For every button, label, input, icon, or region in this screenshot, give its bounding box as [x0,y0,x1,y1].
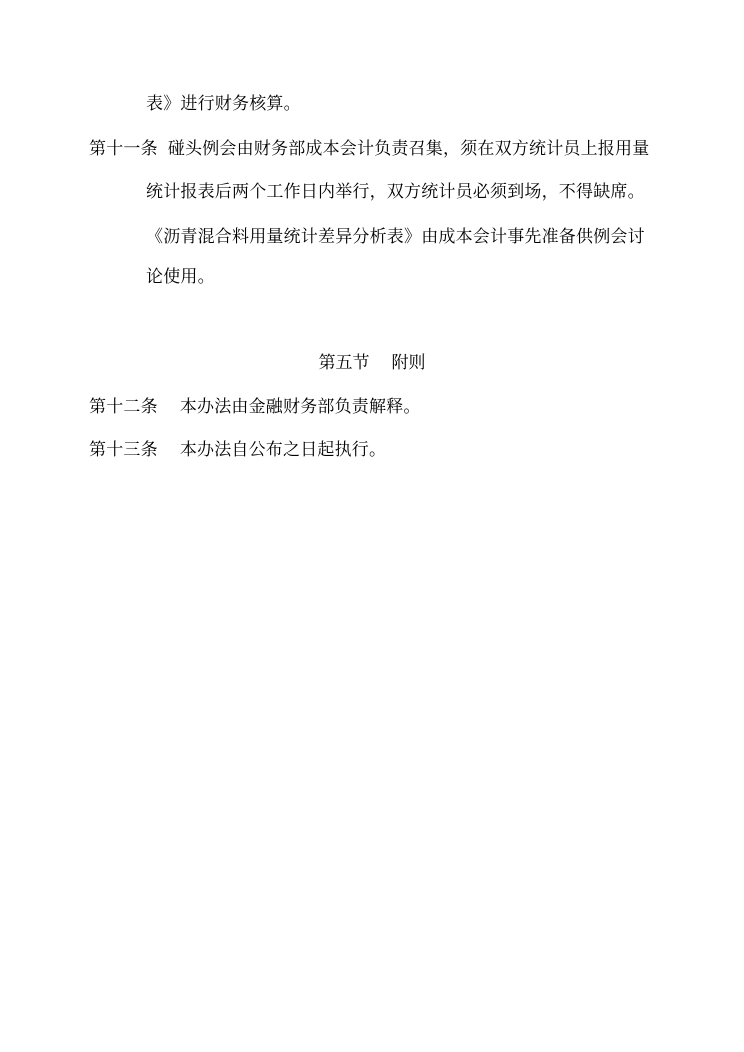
paragraph-text: 表》进行财务核算。 [146,94,301,114]
article-12 [89,396,421,418]
article-text: 《沥青混合料用量统计差异分析表》由成本会计事先准备供例会讨 [146,227,645,247]
article-11 [89,138,649,160]
section-heading [0,352,744,374]
article-text: 论使用。 [146,267,215,287]
article-label: 第十三条 [89,440,158,460]
article-label: 第十二条 [89,397,158,417]
section-title: 附则 [391,353,426,373]
section-number: 第五节 [318,353,370,373]
article-text: 碰头例会由财务部成本会计负责召集，须在双方统计员上报用量 [167,139,650,159]
paragraph-continuation [146,93,301,115]
article-text: 本办法自公布之日起执行。 [179,440,387,460]
article-13 [89,439,386,461]
article-label: 第十一条 [89,139,158,159]
article-text: 本办法由金融财务部负责解释。 [179,397,421,417]
article-11-line-2 [146,181,645,203]
article-11-line-4 [146,266,215,288]
article-text: 统计报表后两个工作日内举行，双方统计员必须到场，不得缺席。 [146,182,645,202]
article-11-line-3 [146,226,645,248]
